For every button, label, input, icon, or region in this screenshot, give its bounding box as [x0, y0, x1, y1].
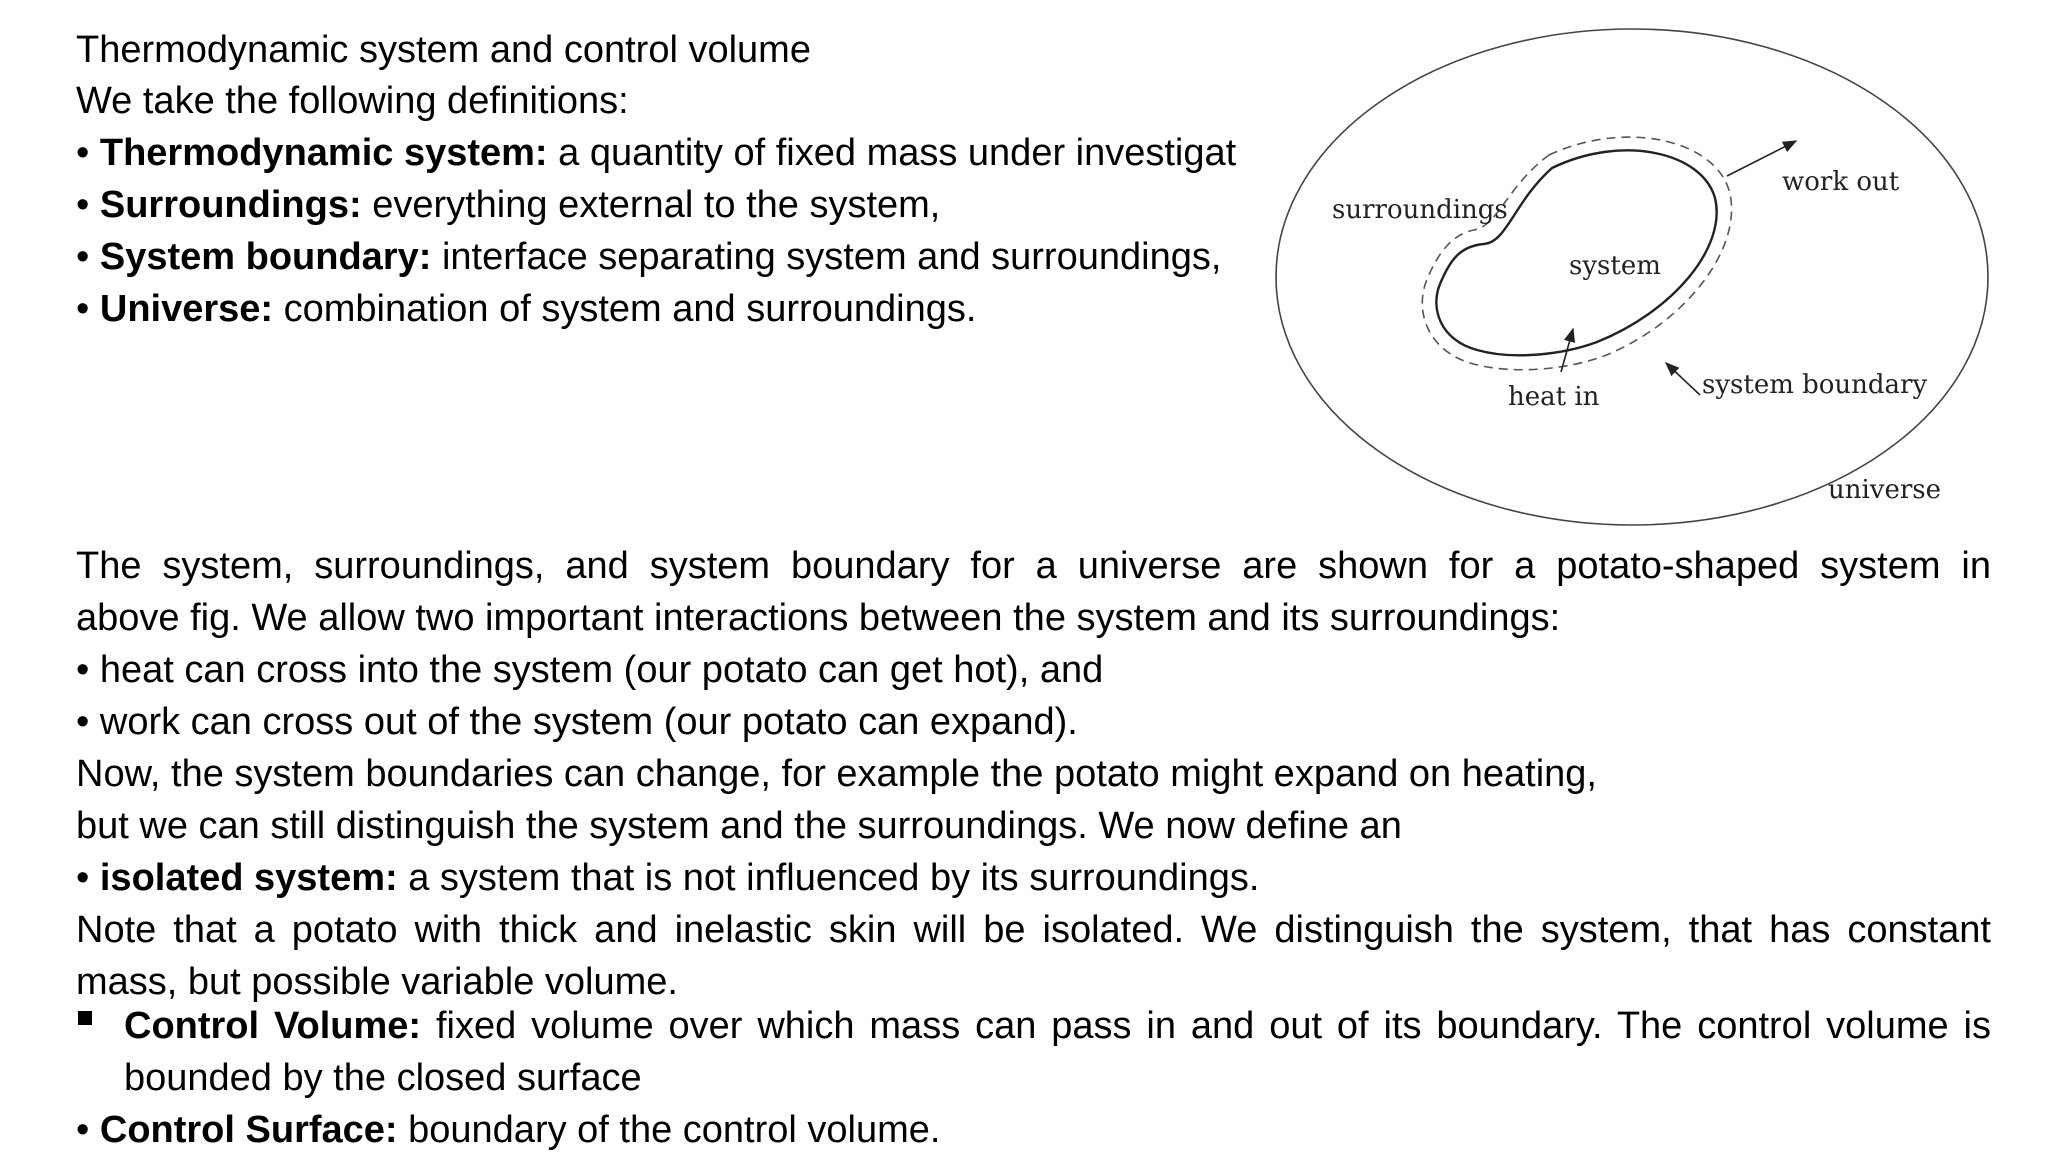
now-text-line-1: Now, the system boundaries can change, for example the potato might expand on heating,	[76, 753, 1597, 795]
control-surface-definition	[76, 1104, 940, 1156]
bullet: •	[76, 236, 90, 278]
note-paragraph	[76, 904, 1991, 1008]
universe-label: universe	[1828, 475, 1942, 505]
paragraph-description	[76, 540, 1991, 644]
definition-text: a system that is not influenced by its surroundings.	[397, 857, 1260, 899]
isolated-system-definition	[76, 852, 1259, 904]
paragraph-line: Note that a potato with thick and inelastic skin will be isolated. We distinguish the system, that has constant	[76, 909, 1991, 951]
definition-system-boundary	[76, 231, 1248, 283]
bullet: •	[76, 649, 90, 691]
bullet: •	[76, 1109, 90, 1151]
definition-text: boundary of the control volume.	[397, 1109, 941, 1151]
definition-term: isolated system:	[99, 857, 398, 899]
slide-title: Thermodynamic system and control volume	[76, 29, 811, 71]
definitions-list	[76, 127, 1248, 335]
definition-term: System boundary:	[99, 236, 432, 278]
paragraph-line: mass, but possible variable volume.	[76, 961, 678, 1003]
control-volume-line-2: bounded by the closed surface	[124, 1057, 642, 1099]
definition-surroundings	[76, 179, 1248, 231]
definition-term: Control Surface:	[99, 1109, 398, 1151]
definition-term: Thermodynamic system:	[99, 132, 548, 174]
definition-text: everything external to the system,	[361, 184, 941, 226]
surroundings-label: surroundings	[1332, 195, 1508, 225]
system-boundary-label: system boundary	[1702, 370, 1928, 400]
definition-text: fixed volume over which mass can pass in and out of its boundary. The control volume is	[421, 1005, 1991, 1047]
definition-universe	[76, 283, 1248, 335]
definition-thermodynamic-system	[76, 127, 1248, 179]
definition-text: interface separating system and surroundings,	[431, 236, 1222, 278]
bullet: •	[76, 184, 90, 226]
control-volume-definition	[124, 1000, 1991, 1104]
bullet: •	[76, 132, 90, 174]
bullet: •	[76, 701, 90, 743]
paragraph-line: above fig. We allow two important interactions between the system and its surroundings:	[76, 597, 1561, 639]
interaction-heat	[76, 644, 1103, 696]
heat-in-label: heat in	[1508, 382, 1600, 412]
intro-text: We take the following definitions:	[76, 80, 629, 122]
definition-term: Universe:	[99, 288, 274, 330]
interaction-text: heat can cross into the system (our potato can get hot), and	[99, 649, 1104, 691]
system-label: system	[1569, 251, 1661, 281]
paragraph-line: The system, surroundings, and system boundary for a universe are shown for a potato-shaped system in	[76, 545, 1991, 587]
definition-text: combination of system and surroundings.	[273, 288, 977, 330]
now-text-line-2: but we can still distinguish the system and the surroundings. We now define an	[76, 805, 1402, 847]
work-out-label: work out	[1782, 167, 1900, 197]
bullet: •	[76, 288, 90, 330]
square-bullet	[78, 1011, 92, 1025]
definition-term: Surroundings:	[99, 184, 362, 226]
interaction-text: work can cross out of the system (our potato can expand).	[99, 701, 1078, 743]
definition-term: Control Volume:	[124, 1005, 422, 1047]
system-boundary-arrow	[1666, 363, 1700, 395]
interaction-work	[76, 696, 1078, 748]
bullet: •	[76, 857, 90, 899]
control-volume-line	[124, 1000, 1991, 1052]
system-diagram	[1262, 22, 2002, 532]
definition-text: a quantity of fixed mass under investigat	[547, 132, 1237, 174]
